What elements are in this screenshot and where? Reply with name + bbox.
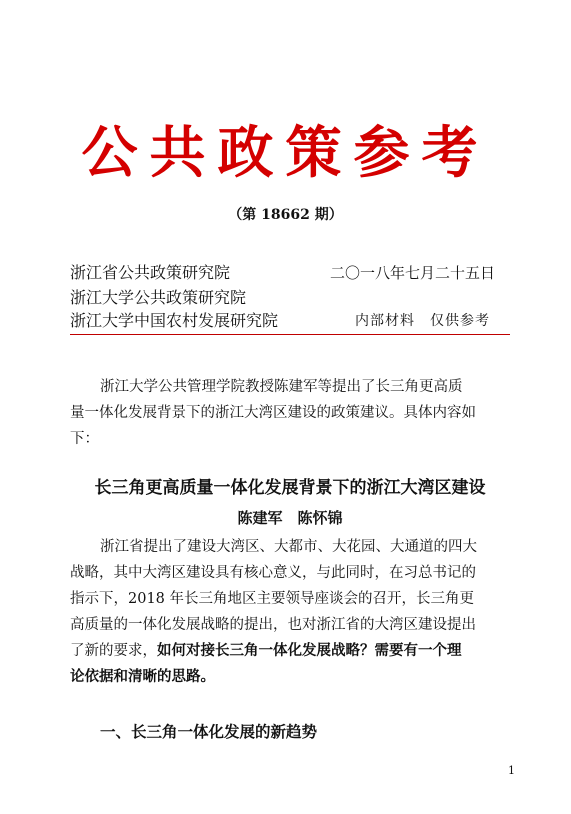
body-paragraph xyxy=(70,534,510,690)
org-name-3: 浙江大学中国农村发展研究院 xyxy=(70,311,279,330)
org-name-2: 浙江大学公共政策研究院 xyxy=(70,288,247,307)
intro-line: 浙江大学公共管理学院教授陈建军等提出了长三角更高质 xyxy=(100,379,463,395)
body-line: 浙江省提出了建设大湾区、大都市、大花园、大通道的四大 xyxy=(100,539,477,555)
intro-paragraph xyxy=(70,374,510,452)
org-name-1: 浙江省公共政策研究院 xyxy=(70,263,231,282)
body-emphasis: 如何对接长三角一体化发展战略？需要有一个理 xyxy=(157,642,462,659)
body-line: 高质量的一体化发展战略的提出，也对浙江省的大湾区建设提出 xyxy=(70,617,476,633)
header-divider xyxy=(70,334,510,335)
body-emphasis-line: 论依据和清晰的思路。 xyxy=(70,668,215,685)
intro-line: 量一体化发展背景下的浙江大湾区建设的政策建议。具体内容如 xyxy=(70,405,476,421)
body-line: 战略，其中大湾区建设具有核心意义，与此同时，在习总书记的 xyxy=(70,565,476,581)
page-number: 1 xyxy=(508,764,515,777)
internal-notice: 内部材料 仅供参考 xyxy=(355,313,490,329)
article-authors: 陈建军 陈怀锦 xyxy=(237,509,343,527)
body-line: 指示下，2018 年长三角地区主要领导座谈会的召开，长三角更 xyxy=(70,591,475,607)
masthead-title: 公共政策参考 xyxy=(81,120,490,186)
issue-number: （第 18662 期） xyxy=(228,207,343,223)
issue-date: 二〇一八年七月二十五日 xyxy=(330,264,496,282)
body-line xyxy=(70,638,510,664)
intro-line: 下： xyxy=(70,431,99,447)
article-title: 长三角更高质量一体化发展背景下的浙江大湾区建设 xyxy=(94,478,486,498)
body-text: 了新的要求， xyxy=(70,643,157,659)
section-heading: 一、长三角一体化发展的新趋势 xyxy=(100,723,318,741)
